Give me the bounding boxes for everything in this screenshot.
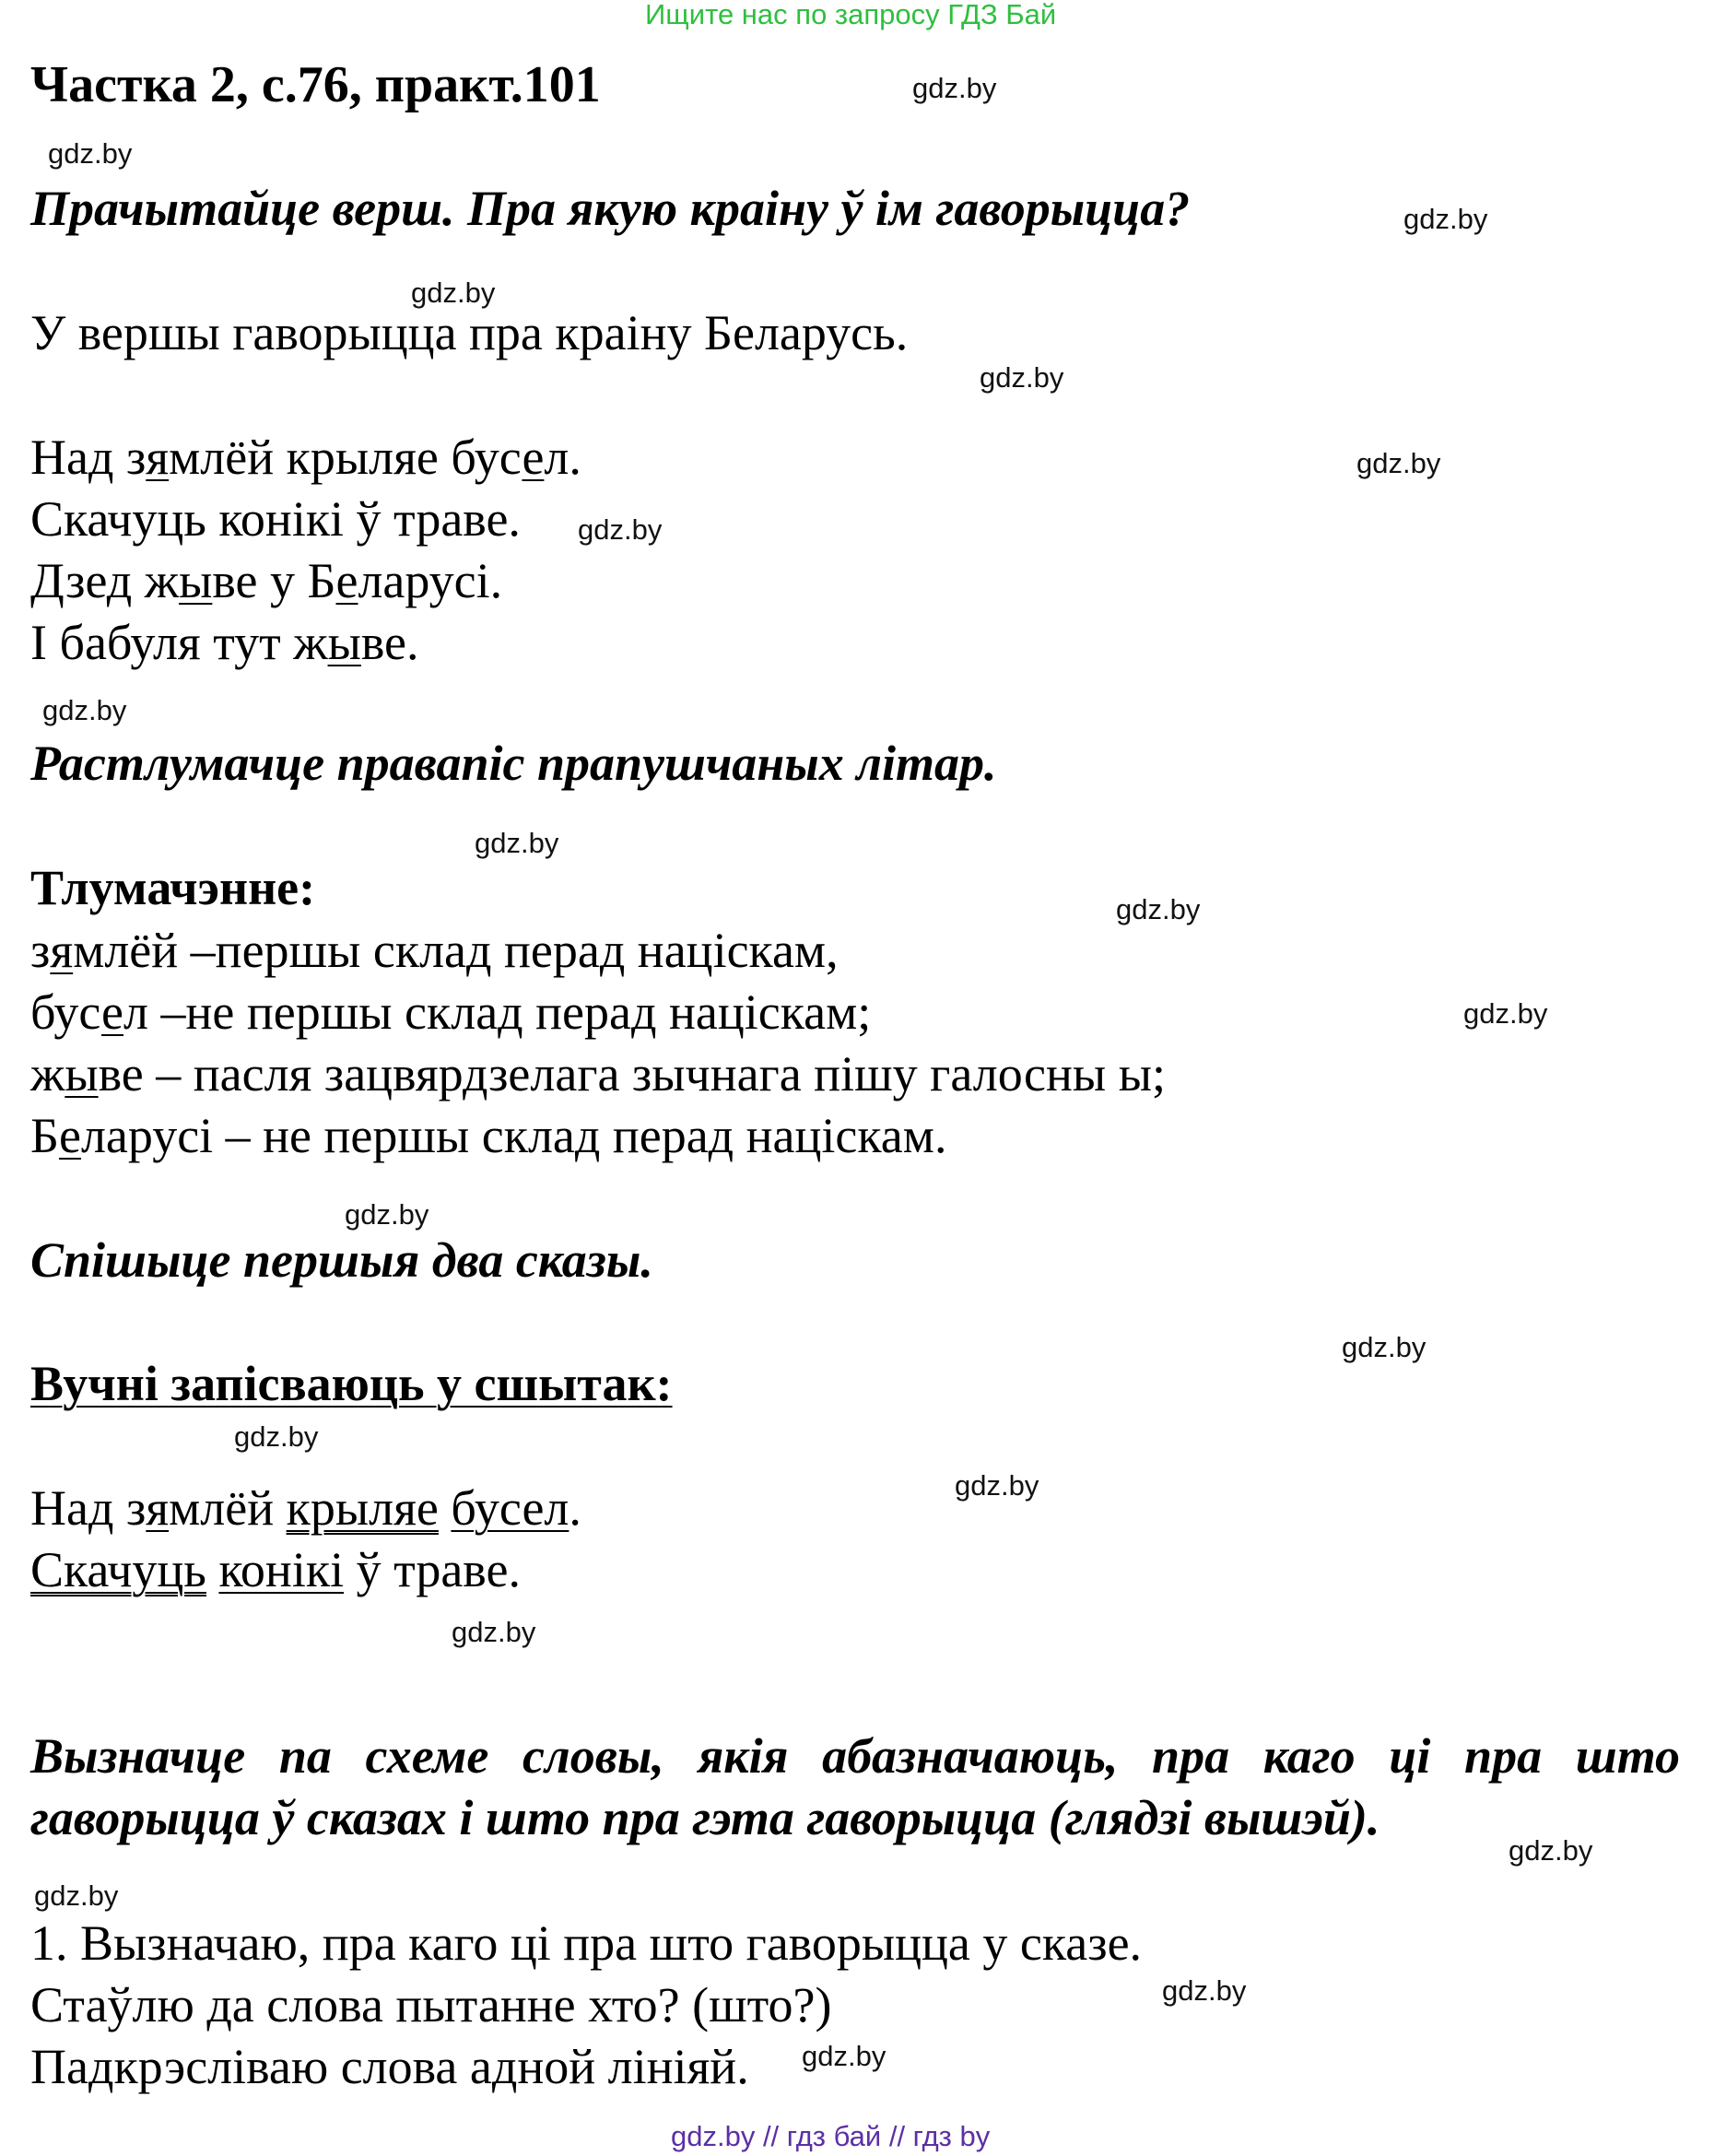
explanation-heading: Тлумачэнне: [30, 860, 316, 915]
watermark: gdz.by [234, 1420, 319, 1453]
watermark: gdz.by [802, 2040, 886, 2072]
explanation-line-2: бусел –не першы склад перад націскам; [30, 984, 872, 1040]
task-scheme-line-1: Вызначце па схеме словы, якія абазначаюць, пра каго ці пра што [30, 1728, 1680, 1784]
watermark: gdz.by [411, 277, 496, 309]
bottom-banner: gdz.by // гдз бай // гдз by [671, 2120, 991, 2152]
watermark: gdz.by [1116, 893, 1201, 925]
answer-country: У вершы гаворыцца пра краіну Беларусь. [30, 305, 909, 360]
poem-line-1: Над зямлёй крыляе бусел. [30, 430, 581, 485]
watermark: gdz.by [980, 361, 1064, 394]
page-title: Частка 2, с.76, практ.101 [30, 56, 601, 113]
watermark: gdz.by [1463, 997, 1548, 1030]
step-2: Стаўлю да слова пытанне хто? (што?) [30, 1977, 832, 2032]
explanation-line-1: зямлёй –першы склад перад націскам, [30, 923, 839, 978]
poem-line-4: І бабуля тут жыве. [30, 615, 419, 670]
watermark: gdz.by [1356, 447, 1441, 479]
watermark: gdz.by [578, 513, 663, 546]
predicate: Скачуць [30, 1542, 206, 1597]
watermark: gdz.by [1162, 1974, 1247, 2007]
task-copy-sentences: Спішыце першыя два сказы. [30, 1232, 653, 1288]
watermark: gdz.by [475, 827, 559, 859]
explanation-line-3: жыве – пасля зацвярдзелага зычнага пішу галосны ы; [30, 1046, 1166, 1102]
subject: конікі [218, 1542, 345, 1597]
task-scheme-line-2: гаворыцца ў сказах і што пра гэта гаворыцца (глядзі вышэй). [30, 1790, 1380, 1845]
poem-line-3: Дзед жыве у Беларусі. [30, 553, 503, 608]
step-1: 1. Вызначаю, пра каго ці пра што гаворыцца у сказе. [30, 1915, 1143, 1971]
watermark: gdz.by [345, 1198, 429, 1231]
task-explain-spelling: Растлумачце правапіс прапушчаных літар. [30, 736, 997, 791]
watermark: gdz.by [912, 72, 997, 104]
watermark: gdz.by [48, 137, 133, 170]
watermark: gdz.by [1403, 203, 1488, 235]
notebook-heading: Вучні запісваюць у сшытак: [30, 1356, 673, 1411]
watermark: gdz.by [42, 694, 127, 726]
watermark: gdz.by [955, 1469, 1039, 1502]
explanation-line-4: Беларусі – не першы склад перад націскам. [30, 1108, 947, 1163]
notebook-sentence-1: Над зямлёй крыляе бусел. [30, 1480, 581, 1536]
watermark: gdz.by [1509, 1834, 1593, 1867]
task-read-poem: Прачытайце верш. Пра якую краіну ў ім гаворыцца? [30, 181, 1191, 236]
top-banner: Ищите нас по запросу ГДЗ Бай [645, 0, 1057, 30]
watermark: gdz.by [34, 1879, 119, 1912]
watermark: gdz.by [452, 1616, 536, 1648]
step-3: Падкрэсліваю слова адной лініяй. [30, 2039, 749, 2094]
watermark: gdz.by [1342, 1331, 1427, 1363]
subject: бусел [451, 1480, 569, 1536]
poem-line-2: Скачуць конікі ў траве. [30, 491, 521, 547]
predicate: крыляе [286, 1480, 439, 1536]
notebook-sentence-2: Скачуць конікі ў траве. [30, 1542, 521, 1597]
